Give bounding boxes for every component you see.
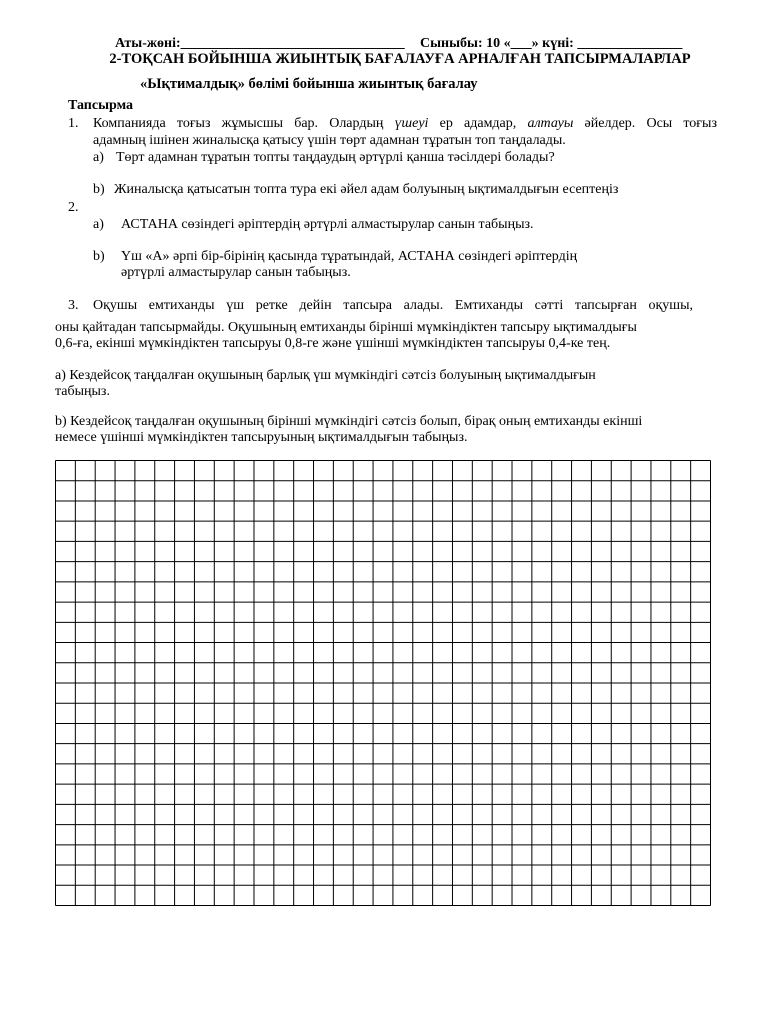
task-3b-line-1: b) Кездейсоқ таңдалған оқушының бірінші мүмкіндігі сәтсіз болып, бірақ оның емтиханды екінші <box>55 414 643 429</box>
task-3b-line-2: немесе үшінші мүмкіндіктен тапсыруының ықтималдығын табыңыз. <box>55 430 468 445</box>
answer-grid[interactable] <box>55 460 711 906</box>
task-1a-text: Төрт адамнан тұратын топты таңдаудың әртүрлі қанша тәсілдері болады? <box>116 150 555 165</box>
task-1-line-1: Компанияда тоғыз жұмысшы бар. Олардың үшеуі ер адамдар, алтауы әйелдер. Осы тоғыз <box>93 116 717 131</box>
task-1b-label: b) <box>93 182 105 197</box>
task-2b-text-2: әртүрлі алмастырулар санын табыңыз. <box>121 265 351 280</box>
task-1a-label: a) <box>93 150 104 165</box>
task-3-number: 3. <box>68 298 79 313</box>
task-3a-line-1: a) Кездейсоқ таңдалған оқушының барлық үш мүмкіндігі сәтсіз болуының ықтималдығын <box>55 368 596 383</box>
task-3-line-2: оны қайтадан тапсырмайды. Оқушының емтиханды бірінші мүмкіндіктен тапсыру ықтималдығы <box>55 320 637 335</box>
task-3-line-3: 0,6-ға, екінші мүмкіндіктен тапсыруы 0,8-ге және үшінші мүмкіндіктен тапсыруы 0,4-ке тең. <box>55 336 611 351</box>
task-3a-line-2: табыңыз. <box>55 384 110 399</box>
task-1-line-2: адамның ішінен жиналысқа қатысу үшін төрт адамнан тұратын топ таңдалады. <box>93 133 566 148</box>
name-field-label: Аты-жөні:________________________________ <box>115 36 405 51</box>
class-date-field-label: Сыныбы: 10 «___» күні: _______________ <box>420 36 683 51</box>
task-1-number: 1. <box>68 116 79 131</box>
section-label: Тапсырма <box>68 98 134 113</box>
task-1b-text: Жиналысқа қатысатын топта тура екі әйел адам болуының ықтималдығын есептеңіз <box>114 182 619 197</box>
task-2a-label: a) <box>93 217 104 232</box>
task-3-line-1: Оқушы емтиханды үш ретке дейін тапсыра алады. Емтиханды сәтті тапсырған оқушы, <box>93 298 693 313</box>
task-2b-text-1: Үш «А» әрпі бір-бірінің қасында тұратындай, АСТАНА сөзіндегі әріптердің <box>121 249 578 264</box>
task-2a-text: АСТАНА сөзіндегі әріптердің әртүрлі алмастырулар санын табыңыз. <box>121 217 534 232</box>
task-2-number: 2. <box>68 200 79 215</box>
page-title: 2-ТОҚСАН БОЙЫНША ЖИЫНТЫҚ БАҒАЛАУҒА АРНАЛҒАН ТАПСЫРМАЛАРЛАР <box>109 51 691 67</box>
task-2b-label: b) <box>93 249 105 264</box>
page-subtitle: «Ықтималдық» бөлімі бойынша жиынтық бағалау <box>140 76 478 92</box>
